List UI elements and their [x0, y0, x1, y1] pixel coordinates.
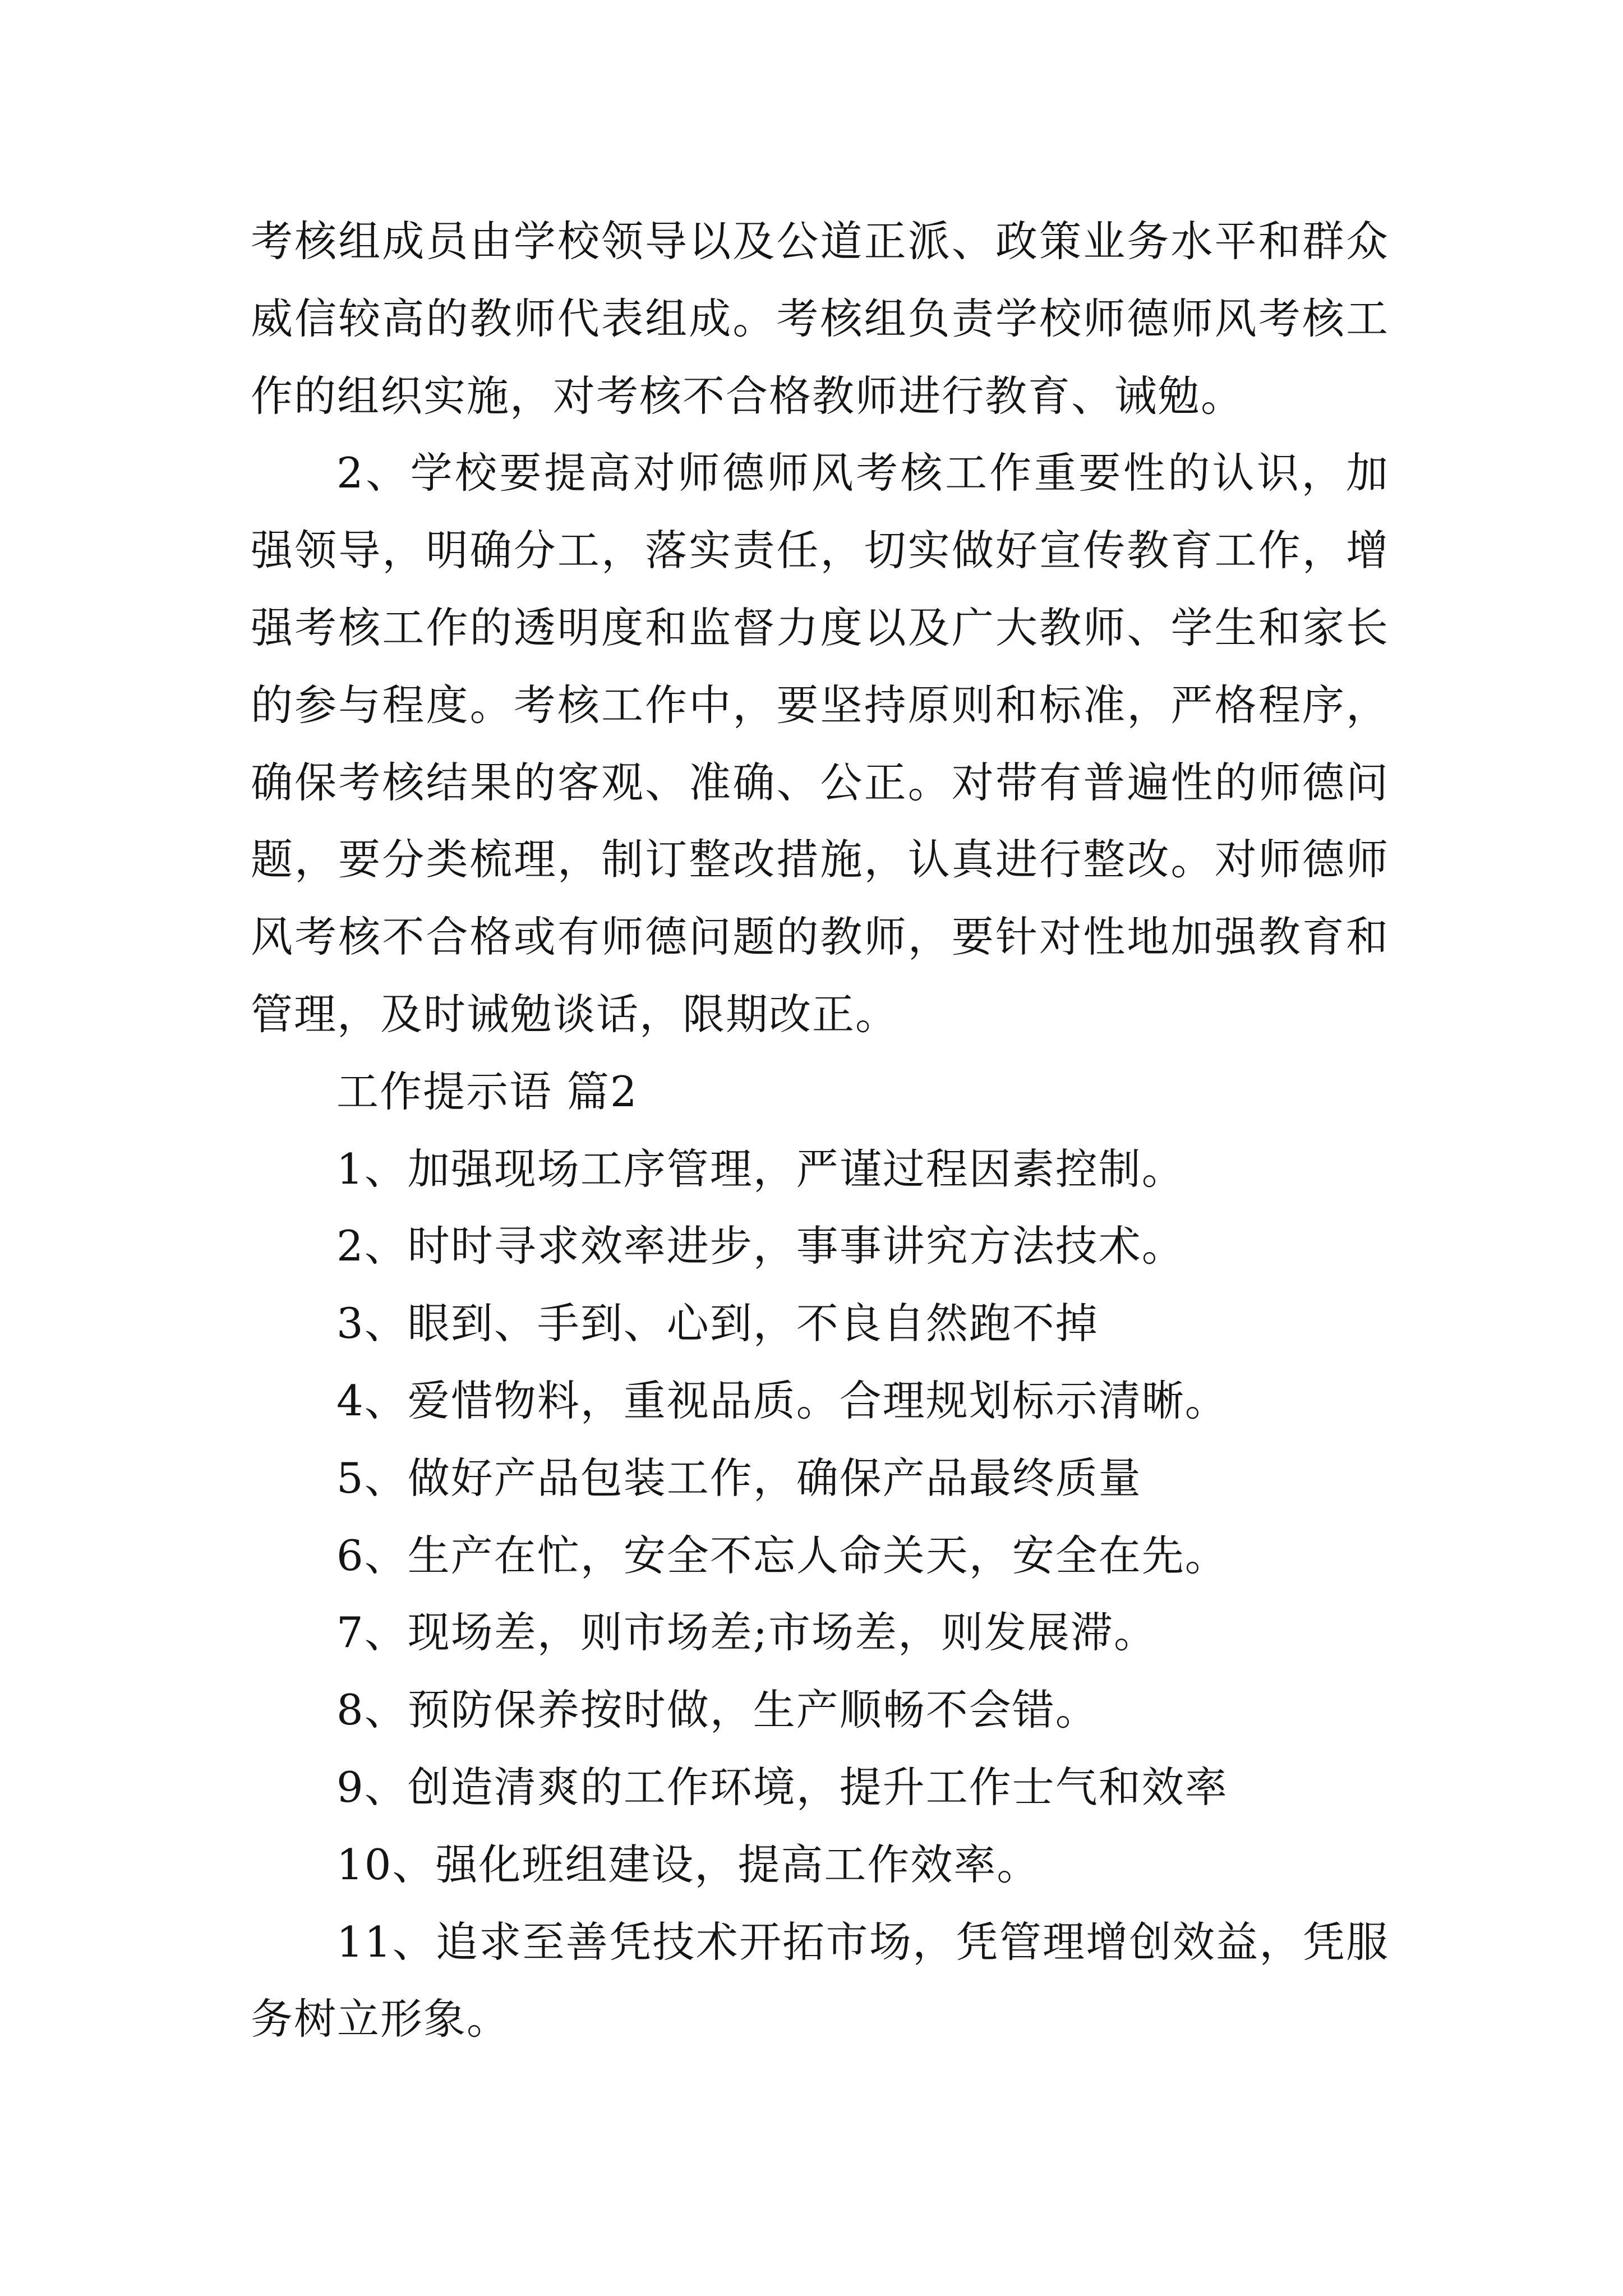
text-line: 作的组织实施，对考核不合格教师进行教育、诫勉。: [251, 371, 1244, 421]
list-item: [251, 1285, 1389, 1363]
section-heading: [251, 1053, 1389, 1131]
text-line: 3、眼到、手到、心到，不良自然跑不掉: [336, 1299, 1099, 1349]
text-line: 10、强化班组建设，提高工作效率。: [336, 1839, 1040, 1889]
text-line: 务树立形象。: [251, 1994, 510, 2044]
text-line: 确保考核结果的客观、准确、公正。对带有普遍性的师德问: [251, 757, 1389, 807]
text-line: 威信较高的教师代表组成。考核组负责学校师德师风考核工: [251, 293, 1389, 343]
text-line: 8、预防保养按时做，生产顺畅不会错。: [336, 1685, 1099, 1735]
section-heading-text: 工作提示语 篇2: [336, 1066, 638, 1116]
list-item: [251, 1826, 1389, 1904]
text-line: 5、做好产品包装工作，确保产品最终质量: [336, 1453, 1142, 1503]
paragraph: [251, 203, 1389, 435]
list-item: [251, 1517, 1389, 1595]
text-line: 11、追求至善凭技术开拓市场，凭管理增创效益，凭服: [336, 1917, 1389, 1967]
text-line: 1、加强现场工序管理，严谨过程因素控制。: [336, 1144, 1185, 1194]
list-item: [251, 1131, 1389, 1208]
text-line: 2、学校要提高对师德师风考核工作重要性的认识，加: [336, 448, 1389, 498]
list-item: [251, 1594, 1389, 1672]
text-line: 风考核不合格或有师德问题的教师，要针对性地加强教育和: [251, 912, 1389, 962]
list-item: [251, 1904, 1389, 2059]
text-line: 的参与程度。考核工作中，要坚持原则和标准，严格程序，: [251, 680, 1389, 730]
text-line: 4、爱惜物料，重视品质。合理规划标示清晰。: [336, 1375, 1228, 1425]
text-line: 9、创造清爽的工作环境，提升工作士气和效率: [336, 1762, 1228, 1812]
list-item: [251, 1440, 1389, 1517]
text-line: 强领导，明确分工，落实责任，切实做好宣传教育工作，增: [251, 526, 1389, 576]
list-item: [251, 1208, 1389, 1285]
text-line: 6、生产在忙，安全不忘人命关天，安全在先。: [336, 1530, 1228, 1580]
text-line: 7、现场差，则市场差;市场差，则发展滞。: [336, 1608, 1157, 1658]
text-line: 2、时时寻求效率进步，事事讲究方法技术。: [336, 1221, 1185, 1271]
text-line: 题，要分类梳理，制订整改措施，认真进行整改。对师德师: [251, 835, 1389, 885]
list-item: [251, 1363, 1389, 1440]
document-body: [251, 203, 1389, 2058]
list-item: [251, 1672, 1389, 1749]
text-line: 强考核工作的透明度和监督力度以及广大教师、学生和家长: [251, 602, 1389, 652]
text-line: 管理，及时诫勉谈话，限期改正。: [251, 989, 899, 1039]
paragraph: [251, 435, 1389, 1053]
text-line: 考核组成员由学校领导以及公道正派、政策业务水平和群众: [251, 217, 1389, 266]
list-item: [251, 1749, 1389, 1826]
